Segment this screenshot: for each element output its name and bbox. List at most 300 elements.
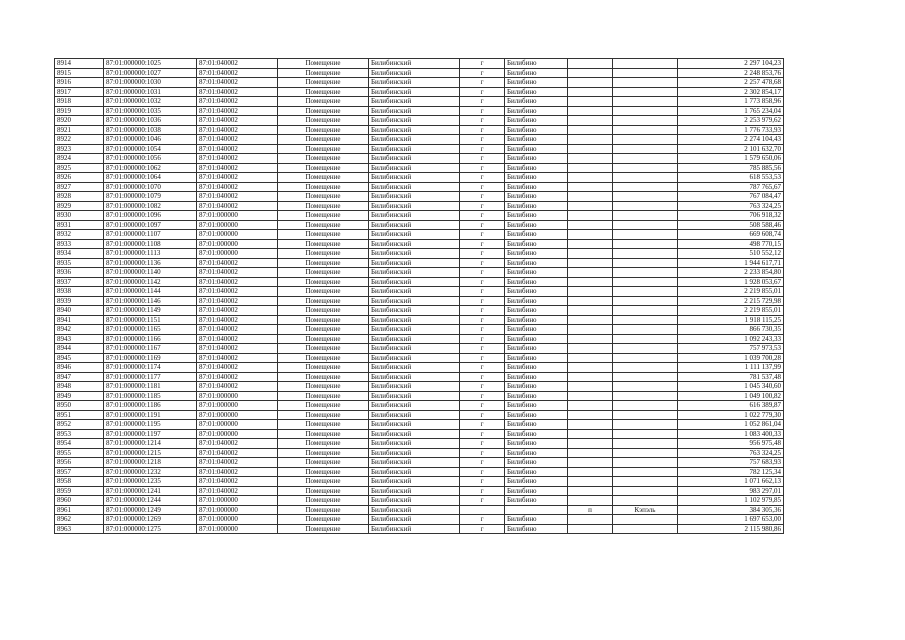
settlement-type-cell bbox=[460, 505, 505, 515]
settlement-type-cell: г bbox=[460, 477, 505, 487]
row-number-cell: 8933 bbox=[55, 239, 104, 249]
locality-type-cell bbox=[568, 496, 613, 506]
cadastral-quarter-cell: 87:01:040002 bbox=[197, 163, 278, 173]
row-number-cell: 8949 bbox=[55, 391, 104, 401]
row-number-cell: 8952 bbox=[55, 420, 104, 430]
row-number-cell: 8923 bbox=[55, 144, 104, 154]
district-cell: Билибинский bbox=[369, 163, 460, 173]
cadastral-quarter-cell: 87:01:040002 bbox=[197, 334, 278, 344]
table-row bbox=[55, 410, 784, 420]
row-number-cell: 8937 bbox=[55, 277, 104, 287]
district-cell: Билибинский bbox=[369, 458, 460, 468]
cadastral-value-cell: 618 553,53 bbox=[678, 173, 784, 183]
locality-type-cell bbox=[568, 68, 613, 78]
locality-name-cell bbox=[613, 287, 678, 297]
cadastral-number-cell: 87:01:000000:1031 bbox=[104, 87, 197, 97]
city-cell: Билибино bbox=[505, 173, 568, 183]
cadastral-number-cell: 87:01:000000:1214 bbox=[104, 439, 197, 449]
locality-name-cell bbox=[613, 458, 678, 468]
table-row bbox=[55, 116, 784, 126]
cadastral-number-cell: 87:01:000000:1030 bbox=[104, 78, 197, 88]
city-cell: Билибино bbox=[505, 401, 568, 411]
object-type-cell: Помещение bbox=[278, 277, 369, 287]
locality-type-cell bbox=[568, 258, 613, 268]
object-type-cell: Помещение bbox=[278, 448, 369, 458]
city-cell: Билибино bbox=[505, 363, 568, 373]
row-number-cell: 8930 bbox=[55, 211, 104, 221]
row-number-cell: 8927 bbox=[55, 182, 104, 192]
cadastral-quarter-cell: 87:01:000000 bbox=[197, 496, 278, 506]
city-cell: Билибино bbox=[505, 154, 568, 164]
object-type-cell: Помещение bbox=[278, 239, 369, 249]
city-cell: Билибино bbox=[505, 78, 568, 88]
row-number-cell: 8961 bbox=[55, 505, 104, 515]
row-number-cell: 8951 bbox=[55, 410, 104, 420]
settlement-type-cell: г bbox=[460, 391, 505, 401]
locality-type-cell bbox=[568, 515, 613, 525]
cadastral-quarter-cell: 87:01:040002 bbox=[197, 344, 278, 354]
row-number-cell: 8950 bbox=[55, 401, 104, 411]
district-cell: Билибинский bbox=[369, 268, 460, 278]
city-cell: Билибино bbox=[505, 268, 568, 278]
object-type-cell: Помещение bbox=[278, 78, 369, 88]
cadastral-quarter-cell: 87:01:000000 bbox=[197, 505, 278, 515]
table-row bbox=[55, 439, 784, 449]
settlement-type-cell: г bbox=[460, 382, 505, 392]
locality-type-cell bbox=[568, 173, 613, 183]
row-number-cell: 8918 bbox=[55, 97, 104, 107]
object-type-cell: Помещение bbox=[278, 429, 369, 439]
object-type-cell: Помещение bbox=[278, 477, 369, 487]
settlement-type-cell: г bbox=[460, 163, 505, 173]
cadastral-value-cell: 510 552,12 bbox=[678, 249, 784, 259]
locality-type-cell bbox=[568, 410, 613, 420]
locality-name-cell bbox=[613, 144, 678, 154]
cadastral-value-cell: 1 049 100,82 bbox=[678, 391, 784, 401]
object-type-cell: Помещение bbox=[278, 87, 369, 97]
table-row bbox=[55, 382, 784, 392]
object-type-cell: Помещение bbox=[278, 486, 369, 496]
cadastral-quarter-cell: 87:01:040002 bbox=[197, 258, 278, 268]
settlement-type-cell: г bbox=[460, 249, 505, 259]
cadastral-number-cell: 87:01:000000:1215 bbox=[104, 448, 197, 458]
row-number-cell: 8959 bbox=[55, 486, 104, 496]
settlement-type-cell: г bbox=[460, 106, 505, 116]
district-cell: Билибинский bbox=[369, 486, 460, 496]
cadastral-number-cell: 87:01:000000:1097 bbox=[104, 220, 197, 230]
cadastral-number-cell: 87:01:000000:1169 bbox=[104, 353, 197, 363]
object-type-cell: Помещение bbox=[278, 116, 369, 126]
city-cell: Билибино bbox=[505, 277, 568, 287]
object-type-cell: Помещение bbox=[278, 268, 369, 278]
object-type-cell: Помещение bbox=[278, 382, 369, 392]
settlement-type-cell: г bbox=[460, 439, 505, 449]
cadastral-number-cell: 87:01:000000:1195 bbox=[104, 420, 197, 430]
cadastral-value-cell: 669 608,74 bbox=[678, 230, 784, 240]
table-row bbox=[55, 182, 784, 192]
locality-type-cell bbox=[568, 486, 613, 496]
table-row bbox=[55, 372, 784, 382]
object-type-cell: Помещение bbox=[278, 467, 369, 477]
locality-name-cell bbox=[613, 230, 678, 240]
object-type-cell: Помещение bbox=[278, 163, 369, 173]
cadastral-quarter-cell: 87:01:040002 bbox=[197, 144, 278, 154]
city-cell: Билибино bbox=[505, 68, 568, 78]
locality-name-cell bbox=[613, 173, 678, 183]
settlement-type-cell: г bbox=[460, 363, 505, 373]
cadastral-value-cell: 1 039 700,28 bbox=[678, 353, 784, 363]
cadastral-number-cell: 87:01:000000:1038 bbox=[104, 125, 197, 135]
locality-type-cell bbox=[568, 524, 613, 534]
row-number-cell: 8935 bbox=[55, 258, 104, 268]
cadastral-quarter-cell: 87:01:000000 bbox=[197, 220, 278, 230]
cadastral-value-cell: 866 730,35 bbox=[678, 325, 784, 335]
row-number-cell: 8915 bbox=[55, 68, 104, 78]
district-cell: Билибинский bbox=[369, 59, 460, 69]
locality-type-cell bbox=[568, 78, 613, 88]
cadastral-number-cell: 87:01:000000:1136 bbox=[104, 258, 197, 268]
settlement-type-cell: г bbox=[460, 135, 505, 145]
locality-type-cell bbox=[568, 306, 613, 316]
settlement-type-cell: г bbox=[460, 268, 505, 278]
cadastral-quarter-cell: 87:01:040002 bbox=[197, 59, 278, 69]
cadastral-value-cell: 1 776 733,93 bbox=[678, 125, 784, 135]
cadastral-number-cell: 87:01:000000:1144 bbox=[104, 287, 197, 297]
row-number-cell: 8929 bbox=[55, 201, 104, 211]
district-cell: Билибинский bbox=[369, 420, 460, 430]
cadastral-value-cell: 508 588,46 bbox=[678, 220, 784, 230]
district-cell: Билибинский bbox=[369, 201, 460, 211]
object-type-cell: Помещение bbox=[278, 420, 369, 430]
table-row bbox=[55, 524, 784, 534]
district-cell: Билибинский bbox=[369, 106, 460, 116]
city-cell: Билибино bbox=[505, 391, 568, 401]
table-row bbox=[55, 296, 784, 306]
locality-name-cell bbox=[613, 515, 678, 525]
row-number-cell: 8942 bbox=[55, 325, 104, 335]
object-type-cell: Помещение bbox=[278, 363, 369, 373]
district-cell: Билибинский bbox=[369, 230, 460, 240]
cadastral-number-cell: 87:01:000000:1113 bbox=[104, 249, 197, 259]
row-number-cell: 8926 bbox=[55, 173, 104, 183]
cadastral-quarter-cell: 87:01:000000 bbox=[197, 429, 278, 439]
object-type-cell: Помещение bbox=[278, 182, 369, 192]
locality-name-cell bbox=[613, 448, 678, 458]
locality-type-cell bbox=[568, 125, 613, 135]
district-cell: Билибинский bbox=[369, 296, 460, 306]
cadastral-value-cell: 2 115 980,86 bbox=[678, 524, 784, 534]
table-row bbox=[55, 420, 784, 430]
cadastral-value-cell: 956 975,48 bbox=[678, 439, 784, 449]
locality-name-cell bbox=[613, 268, 678, 278]
row-number-cell: 8954 bbox=[55, 439, 104, 449]
row-number-cell: 8925 bbox=[55, 163, 104, 173]
locality-type-cell bbox=[568, 277, 613, 287]
locality-type-cell bbox=[568, 401, 613, 411]
locality-name-cell bbox=[613, 59, 678, 69]
district-cell: Билибинский bbox=[369, 439, 460, 449]
table-row bbox=[55, 448, 784, 458]
object-type-cell: Помещение bbox=[278, 306, 369, 316]
cadastral-number-cell: 87:01:000000:1174 bbox=[104, 363, 197, 373]
cadastral-quarter-cell: 87:01:040002 bbox=[197, 154, 278, 164]
object-type-cell: Помещение bbox=[278, 125, 369, 135]
settlement-type-cell: г bbox=[460, 410, 505, 420]
settlement-type-cell: г bbox=[460, 325, 505, 335]
city-cell: Билибино bbox=[505, 201, 568, 211]
cadastral-quarter-cell: 87:01:040002 bbox=[197, 315, 278, 325]
locality-name-cell bbox=[613, 87, 678, 97]
city-cell: Билибино bbox=[505, 116, 568, 126]
city-cell: Билибино bbox=[505, 106, 568, 116]
table-row bbox=[55, 268, 784, 278]
locality-type-cell bbox=[568, 391, 613, 401]
cadastral-number-cell: 87:01:000000:1191 bbox=[104, 410, 197, 420]
settlement-type-cell: г bbox=[460, 192, 505, 202]
district-cell: Билибинский bbox=[369, 515, 460, 525]
locality-type-cell bbox=[568, 353, 613, 363]
row-number-cell: 8946 bbox=[55, 363, 104, 373]
locality-name-cell bbox=[613, 353, 678, 363]
cadastral-value-table bbox=[54, 58, 784, 534]
city-cell: Билибино bbox=[505, 59, 568, 69]
district-cell: Билибинский bbox=[369, 382, 460, 392]
object-type-cell: Помещение bbox=[278, 296, 369, 306]
table-row bbox=[55, 135, 784, 145]
object-type-cell: Помещение bbox=[278, 458, 369, 468]
cadastral-value-cell: 2 219 855,01 bbox=[678, 306, 784, 316]
locality-name-cell bbox=[613, 116, 678, 126]
cadastral-value-cell: 757 973,53 bbox=[678, 344, 784, 354]
object-type-cell: Помещение bbox=[278, 410, 369, 420]
cadastral-number-cell: 87:01:000000:1275 bbox=[104, 524, 197, 534]
table-row bbox=[55, 505, 784, 515]
district-cell: Билибинский bbox=[369, 211, 460, 221]
locality-name-cell bbox=[613, 163, 678, 173]
cadastral-quarter-cell: 87:01:040002 bbox=[197, 477, 278, 487]
table-row bbox=[55, 201, 784, 211]
cadastral-quarter-cell: 87:01:000000 bbox=[197, 420, 278, 430]
settlement-type-cell: г bbox=[460, 87, 505, 97]
row-number-cell: 8920 bbox=[55, 116, 104, 126]
locality-type-cell bbox=[568, 144, 613, 154]
locality-type-cell bbox=[568, 97, 613, 107]
settlement-type-cell: г bbox=[460, 277, 505, 287]
locality-name-cell bbox=[613, 420, 678, 430]
table-row bbox=[55, 477, 784, 487]
table-row bbox=[55, 306, 784, 316]
cadastral-number-cell: 87:01:000000:1185 bbox=[104, 391, 197, 401]
locality-name-cell bbox=[613, 154, 678, 164]
table-row bbox=[55, 192, 784, 202]
district-cell: Билибинский bbox=[369, 467, 460, 477]
cadastral-number-cell: 87:01:000000:1166 bbox=[104, 334, 197, 344]
cadastral-quarter-cell: 87:01:000000 bbox=[197, 211, 278, 221]
cadastral-number-cell: 87:01:000000:1146 bbox=[104, 296, 197, 306]
cadastral-quarter-cell: 87:01:040002 bbox=[197, 78, 278, 88]
row-number-cell: 8947 bbox=[55, 372, 104, 382]
locality-type-cell bbox=[568, 315, 613, 325]
locality-type-cell bbox=[568, 211, 613, 221]
object-type-cell: Помещение bbox=[278, 515, 369, 525]
locality-type-cell bbox=[568, 325, 613, 335]
locality-name-cell bbox=[613, 125, 678, 135]
row-number-cell: 8917 bbox=[55, 87, 104, 97]
locality-name-cell bbox=[613, 363, 678, 373]
row-number-cell: 8958 bbox=[55, 477, 104, 487]
row-number-cell: 8944 bbox=[55, 344, 104, 354]
table-row bbox=[55, 211, 784, 221]
cadastral-value-cell: 1 944 617,71 bbox=[678, 258, 784, 268]
object-type-cell: Помещение bbox=[278, 249, 369, 259]
table-row bbox=[55, 287, 784, 297]
district-cell: Билибинский bbox=[369, 410, 460, 420]
cadastral-value-cell: 1 111 137,99 bbox=[678, 363, 784, 373]
locality-type-cell bbox=[568, 372, 613, 382]
city-cell: Билибино bbox=[505, 439, 568, 449]
cadastral-quarter-cell: 87:01:000000 bbox=[197, 401, 278, 411]
city-cell: Билибино bbox=[505, 410, 568, 420]
cadastral-number-cell: 87:01:000000:1269 bbox=[104, 515, 197, 525]
locality-name-cell bbox=[613, 325, 678, 335]
city-cell: Билибино bbox=[505, 249, 568, 259]
city-cell: Билибино bbox=[505, 524, 568, 534]
city-cell: Билибино bbox=[505, 182, 568, 192]
row-number-cell: 8922 bbox=[55, 135, 104, 145]
object-type-cell: Помещение bbox=[278, 439, 369, 449]
district-cell: Билибинский bbox=[369, 477, 460, 487]
locality-name-cell bbox=[613, 372, 678, 382]
cadastral-quarter-cell: 87:01:000000 bbox=[197, 239, 278, 249]
district-cell: Билибинский bbox=[369, 315, 460, 325]
row-number-cell: 8914 bbox=[55, 59, 104, 69]
locality-type-cell bbox=[568, 287, 613, 297]
table-row bbox=[55, 496, 784, 506]
cadastral-quarter-cell: 87:01:000000 bbox=[197, 230, 278, 240]
settlement-type-cell: г bbox=[460, 182, 505, 192]
city-cell: Билибино bbox=[505, 486, 568, 496]
city-cell: Билибино bbox=[505, 239, 568, 249]
row-number-cell: 8924 bbox=[55, 154, 104, 164]
district-cell: Билибинский bbox=[369, 524, 460, 534]
cadastral-value-cell: 1 045 340,60 bbox=[678, 382, 784, 392]
settlement-type-cell: г bbox=[460, 420, 505, 430]
district-cell: Билибинский bbox=[369, 144, 460, 154]
locality-name-cell bbox=[613, 439, 678, 449]
cadastral-quarter-cell: 87:01:000000 bbox=[197, 391, 278, 401]
cadastral-quarter-cell: 87:01:040002 bbox=[197, 306, 278, 316]
row-number-cell: 8940 bbox=[55, 306, 104, 316]
district-cell: Билибинский bbox=[369, 372, 460, 382]
locality-name-cell bbox=[613, 68, 678, 78]
row-number-cell: 8936 bbox=[55, 268, 104, 278]
locality-name-cell bbox=[613, 220, 678, 230]
cadastral-value-cell: 1 928 053,67 bbox=[678, 277, 784, 287]
cadastral-value-cell: 2 219 855,01 bbox=[678, 287, 784, 297]
settlement-type-cell: г bbox=[460, 230, 505, 240]
city-cell: Билибино bbox=[505, 382, 568, 392]
settlement-type-cell: г bbox=[460, 97, 505, 107]
cadastral-number-cell: 87:01:000000:1027 bbox=[104, 68, 197, 78]
city-cell: Билибино bbox=[505, 458, 568, 468]
cadastral-value-cell: 1 697 653,00 bbox=[678, 515, 784, 525]
cadastral-number-cell: 87:01:000000:1108 bbox=[104, 239, 197, 249]
district-cell: Билибинский bbox=[369, 135, 460, 145]
table-row bbox=[55, 173, 784, 183]
table-row bbox=[55, 163, 784, 173]
district-cell: Билибинский bbox=[369, 401, 460, 411]
district-cell: Билибинский bbox=[369, 353, 460, 363]
city-cell: Билибино bbox=[505, 429, 568, 439]
object-type-cell: Помещение bbox=[278, 334, 369, 344]
row-number-cell: 8941 bbox=[55, 315, 104, 325]
table-row bbox=[55, 144, 784, 154]
object-type-cell: Помещение bbox=[278, 353, 369, 363]
city-cell: Билибино bbox=[505, 97, 568, 107]
locality-type-cell bbox=[568, 192, 613, 202]
district-cell: Билибинский bbox=[369, 287, 460, 297]
cadastral-quarter-cell: 87:01:000000 bbox=[197, 249, 278, 259]
cadastral-number-cell: 87:01:000000:1070 bbox=[104, 182, 197, 192]
table-row bbox=[55, 467, 784, 477]
cadastral-value-cell: 1 083 400,33 bbox=[678, 429, 784, 439]
locality-name-cell bbox=[613, 467, 678, 477]
cadastral-number-cell: 87:01:000000:1177 bbox=[104, 372, 197, 382]
locality-name-cell bbox=[613, 477, 678, 487]
cadastral-quarter-cell: 87:01:040002 bbox=[197, 382, 278, 392]
row-number-cell: 8960 bbox=[55, 496, 104, 506]
object-type-cell: Помещение bbox=[278, 135, 369, 145]
cadastral-number-cell: 87:01:000000:1244 bbox=[104, 496, 197, 506]
cadastral-value-cell: 1 579 650,06 bbox=[678, 154, 784, 164]
table-row bbox=[55, 249, 784, 259]
locality-name-cell bbox=[613, 315, 678, 325]
settlement-type-cell: г bbox=[460, 344, 505, 354]
cadastral-number-cell: 87:01:000000:1197 bbox=[104, 429, 197, 439]
locality-name-cell bbox=[613, 524, 678, 534]
cadastral-number-cell: 87:01:000000:1167 bbox=[104, 344, 197, 354]
locality-type-cell bbox=[568, 182, 613, 192]
settlement-type-cell: г bbox=[460, 429, 505, 439]
locality-name-cell bbox=[613, 182, 678, 192]
cadastral-number-cell: 87:01:000000:1032 bbox=[104, 97, 197, 107]
city-cell: Билибино bbox=[505, 448, 568, 458]
table-row bbox=[55, 325, 784, 335]
locality-name-cell bbox=[613, 496, 678, 506]
locality-name-cell bbox=[613, 249, 678, 259]
row-number-cell: 8953 bbox=[55, 429, 104, 439]
object-type-cell: Помещение bbox=[278, 192, 369, 202]
locality-name-cell bbox=[613, 211, 678, 221]
object-type-cell: Помещение bbox=[278, 287, 369, 297]
settlement-type-cell: г bbox=[460, 220, 505, 230]
cadastral-number-cell: 87:01:000000:1186 bbox=[104, 401, 197, 411]
row-number-cell: 8945 bbox=[55, 353, 104, 363]
district-cell: Билибинский bbox=[369, 505, 460, 515]
settlement-type-cell: г bbox=[460, 287, 505, 297]
cadastral-quarter-cell: 87:01:040002 bbox=[197, 87, 278, 97]
cadastral-value-cell: 785 885,56 bbox=[678, 163, 784, 173]
cadastral-quarter-cell: 87:01:040002 bbox=[197, 486, 278, 496]
object-type-cell: Помещение bbox=[278, 258, 369, 268]
district-cell: Билибинский bbox=[369, 325, 460, 335]
city-cell: Билибино bbox=[505, 353, 568, 363]
cadastral-value-cell: 1 092 243,33 bbox=[678, 334, 784, 344]
object-type-cell: Помещение bbox=[278, 68, 369, 78]
cadastral-number-cell: 87:01:000000:1096 bbox=[104, 211, 197, 221]
settlement-type-cell: г bbox=[460, 239, 505, 249]
cadastral-value-cell: 1 022 779,30 bbox=[678, 410, 784, 420]
